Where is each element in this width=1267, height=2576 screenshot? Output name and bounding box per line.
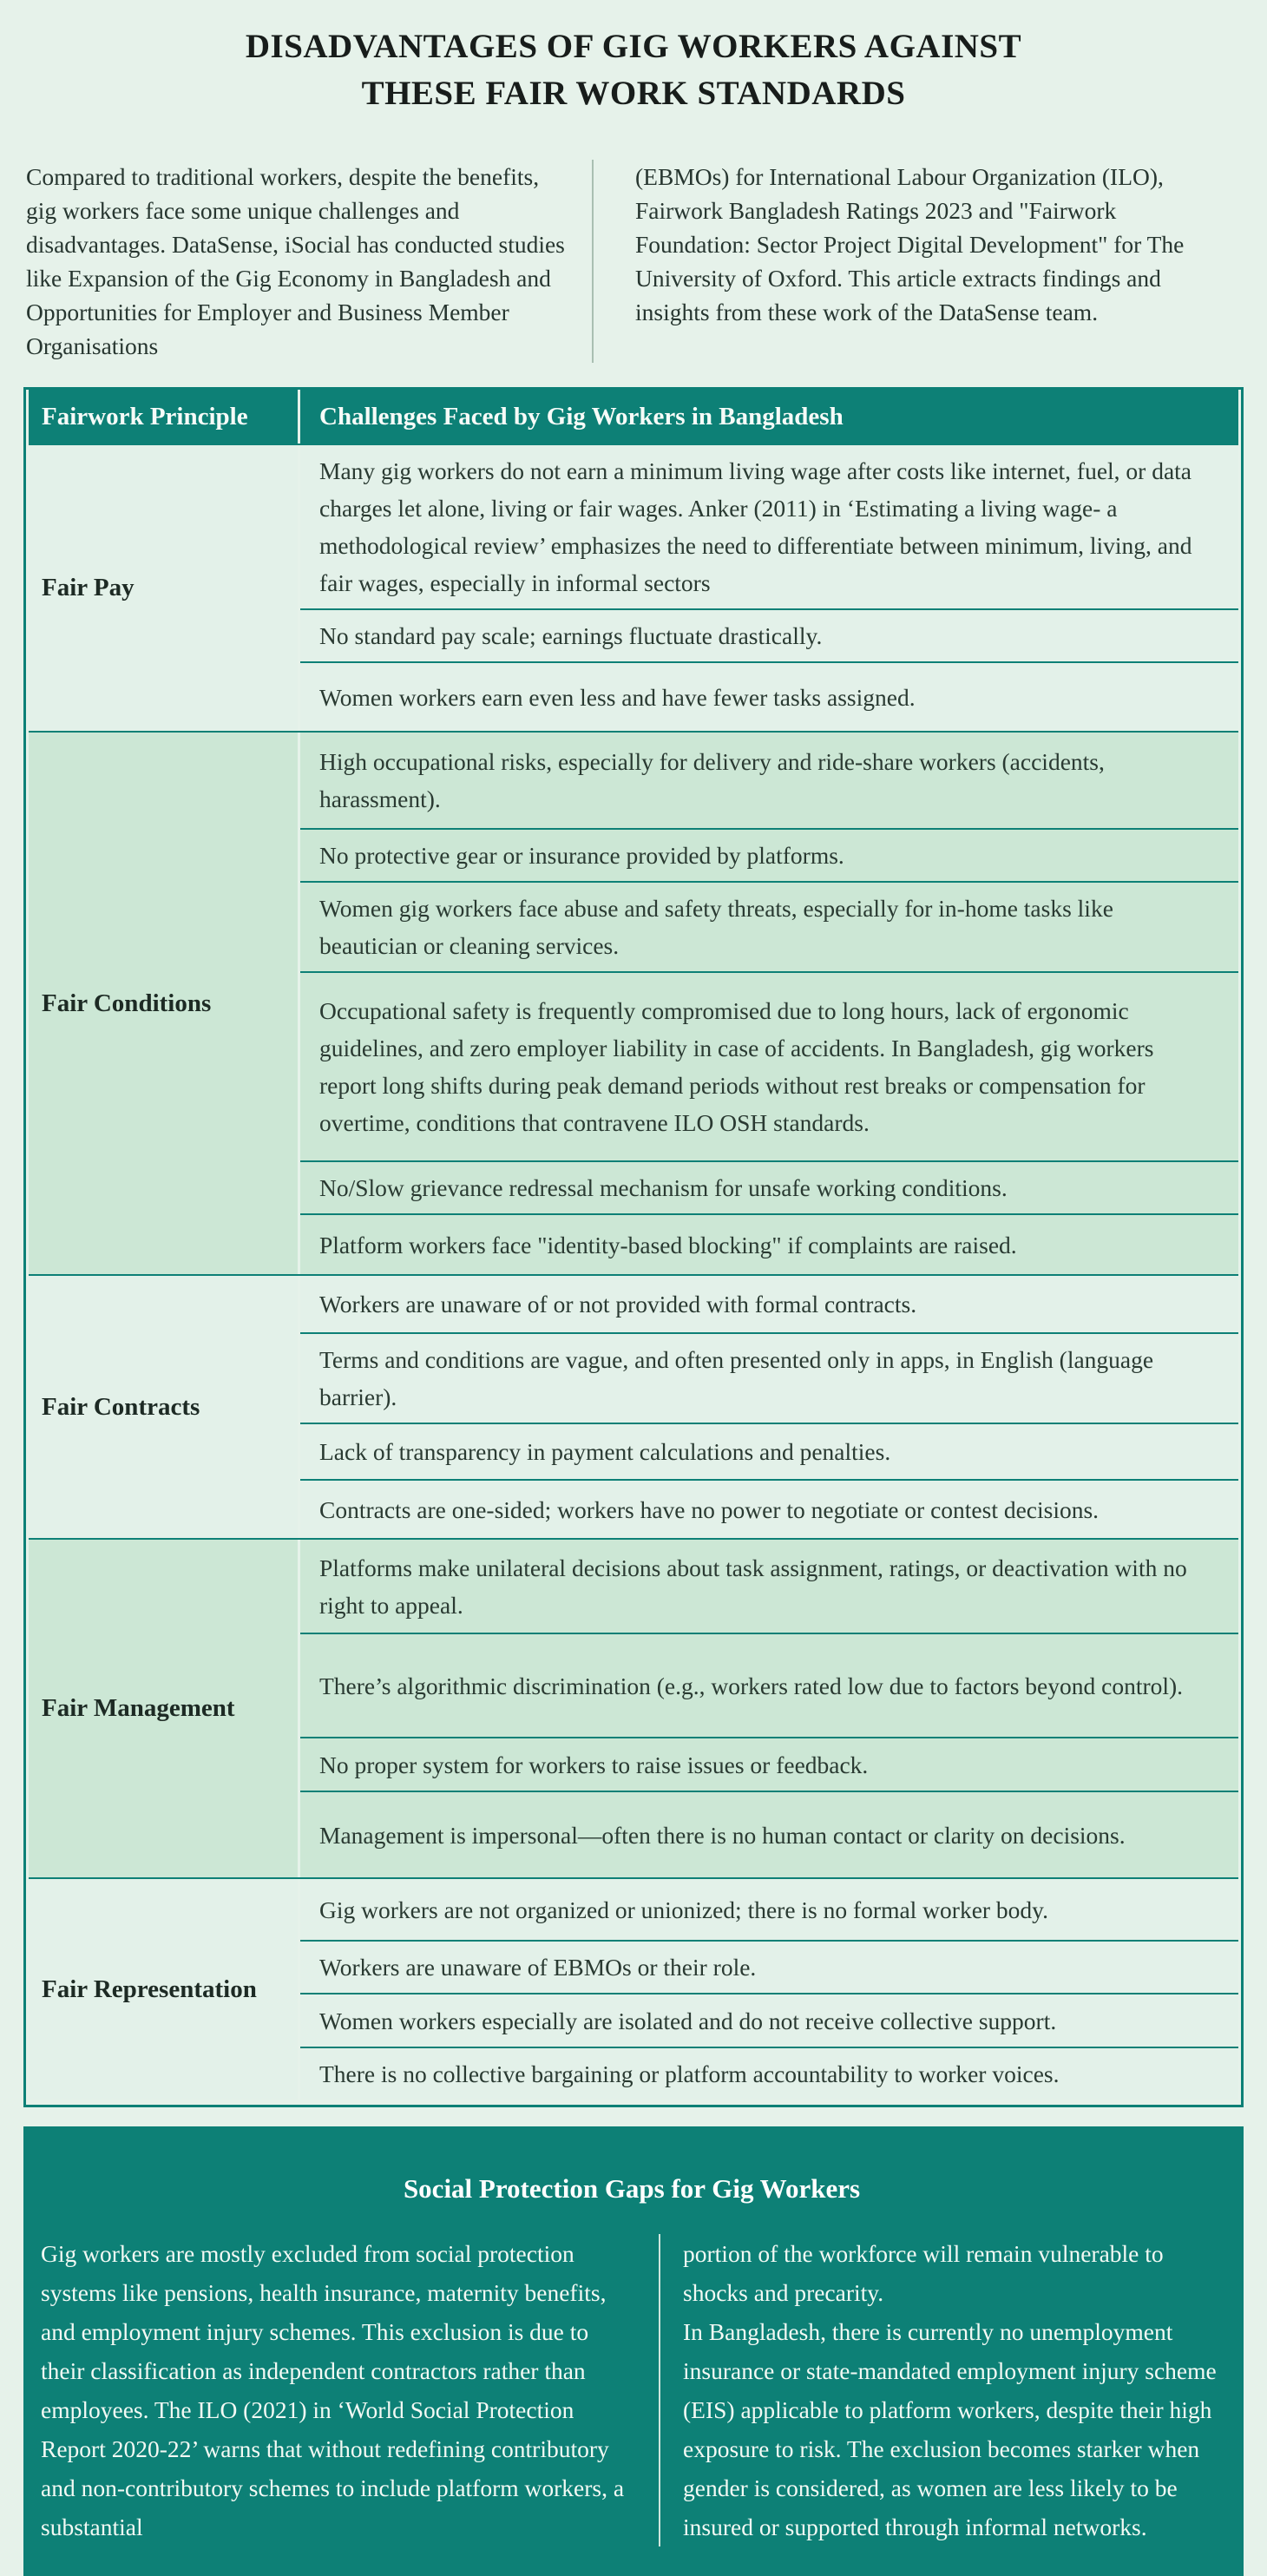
challenge-list [300,733,1238,1274]
challenge-cell: Lack of transparency in payment calculations and penalties. [300,1423,1238,1479]
challenge-cell: Workers are unaware of or not provided with formal contracts. [300,1276,1238,1332]
table-group-fair-conditions [29,731,1238,1274]
principle-label: Fair Conditions [29,733,298,1274]
social-protection-right-para1: portion of the workforce will remain vulnerable to shocks and precarity. [683,2240,1164,2306]
intro-left-column: Compared to traditional workers, despite the benefits, gig workers face some unique challenges and disadvantages. DataSense, iSocial has conducted studies like Expansion of the Gig Economy in Bangladesh and Opportunities for Employer and Business Member Organisations [26,163,565,359]
challenge-cell: There is no collective bargaining or platform accountability to worker voices. [300,2047,1238,2100]
challenge-list [300,445,1238,731]
social-protection-box [23,2126,1244,2576]
challenge-cell: High occupational risks, especially for delivery and ride-share workers (accidents, harassment). [300,733,1238,828]
challenge-cell: Women gig workers face abuse and safety threats, especially for in-home tasks like beautician or cleaning services. [300,881,1238,971]
challenge-cell: Women workers especially are isolated and do not receive collective support. [300,1993,1238,2047]
principle-label: Fair Representation [29,1879,298,2100]
table-group-fair-contracts [29,1274,1238,1538]
intro-right-column: (EBMOs) for International Labour Organization (ILO), Fairwork Bangladesh Ratings 2023 and "Fairwork Foundation: Sector Project Digital Development" for The University of Oxford. This article extracts findings and insights from these work of the DataSense team. [635,163,1185,325]
challenge-cell: Contracts are one-sided; workers have no power to negotiate or contest decisions. [300,1479,1238,1538]
social-protection-title: Social Protection Gaps for Gig Workers [403,2173,861,2204]
principle-label: Fair Contracts [29,1276,298,1538]
challenge-cell: Occupational safety is frequently compromised due to long hours, lack of ergonomic guidelines, and zero employer liability in case of accidents. In Bangladesh, gig workers report long shifts during peak demand periods without rest breaks or compensation for overtime, conditions that contravene ILO OSH standards. [300,971,1238,1160]
challenge-cell: Management is impersonal—often there is no human contact or clarity on decisions. [300,1791,1238,1877]
table-group-fair-pay [29,444,1238,731]
page-title [0,0,1267,113]
social-protection-right-para2: In Bangladesh, there is currently no unemployment insurance or state-mandated employment injury scheme (EIS) applicable to platform workers, despite their high exposure to risk. The exclusion becomes starker when gender is considered, as women are less likely to be insured or supported through informal networks. [683,2318,1217,2540]
challenge-cell: Gig workers are not organized or unionized; there is no formal worker body. [300,1879,1238,1940]
table-group-fair-representation [29,1877,1238,2100]
challenge-cell: No protective gear or insurance provided by platforms. [300,828,1238,881]
challenge-cell: There’s algorithmic discrimination (e.g., workers rated low due to factors beyond control). [300,1633,1238,1737]
column-header-fairwork-principle: Fairwork Principle [29,390,298,444]
challenge-list [300,1540,1238,1877]
challenge-cell: Terms and conditions are vague, and often presented only in apps, in English (language barrier). [300,1332,1238,1423]
table-group-fair-management [29,1538,1238,1877]
table-header-row [29,390,1238,444]
challenge-list [300,1276,1238,1538]
page-title-line1: DISADVANTAGES OF GIG WORKERS AGAINST [245,28,1022,65]
column-header-challenges: Challenges Faced by Gig Workers in Bangladesh [300,390,1238,444]
challenge-cell: Women workers earn even less and have fewer tasks assigned. [300,661,1238,731]
challenge-cell: No standard pay scale; earnings fluctuate drastically. [300,608,1238,661]
challenge-cell: Platform workers face "identity-based blocking" if complaints are raised. [300,1213,1238,1274]
challenge-cell: No proper system for workers to raise issues or feedback. [300,1737,1238,1791]
social-protection-right-column [660,2234,1223,2546]
intro-section [26,160,1241,363]
social-protection-left-column: Gig workers are mostly excluded from social protection systems like pensions, health insurance, maternity benefits, and employment injury schemes. This exclusion is due to their classification as independent contractors rather than employees. The ILO (2021) in ‘World Social Protection Report 2020-22’ warns that without redefining contributory and non-contributory schemes to include platform workers, a substantial [41,2240,625,2540]
page-title-line2: THESE FAIR WORK STANDARDS [361,75,906,112]
challenge-cell: Platforms make unilateral decisions about task assignment, ratings, or deactivation with no right to appeal. [300,1540,1238,1633]
challenge-list [300,1879,1238,2100]
principle-label: Fair Pay [29,445,298,731]
principle-label: Fair Management [29,1540,298,1877]
challenge-cell: Many gig workers do not earn a minimum living wage after costs like internet, fuel, or data charges let alone, living or fair wages. Anker (2011) in ‘Estimating a living wage- a methodological review’ emphasizes the need to differentiate between minimum, living, and fair wages, especially in informal sectors [300,445,1238,608]
challenge-cell: No/Slow grievance redressal mechanism for unsafe working conditions. [300,1160,1238,1213]
challenge-cell: Workers are unaware of EBMOs or their role. [300,1940,1238,1993]
fairwork-table [23,387,1244,2107]
social-protection-columns [41,2234,1223,2546]
